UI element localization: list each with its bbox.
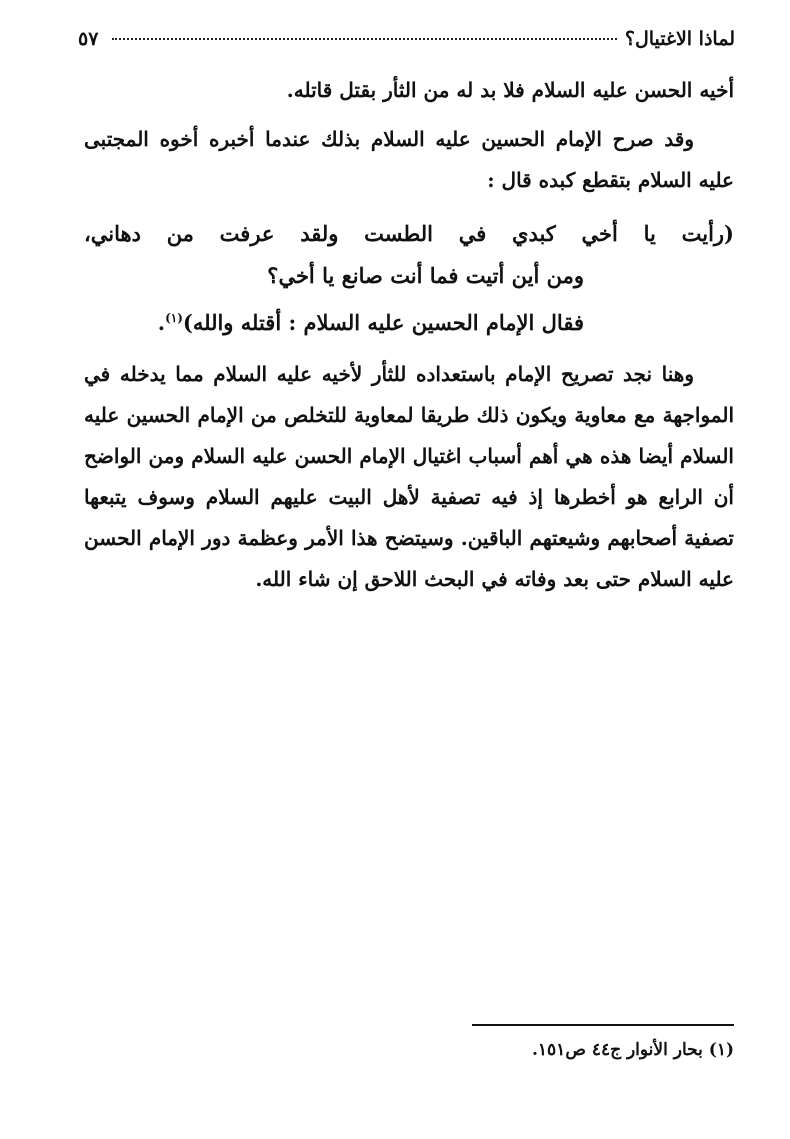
quote-line-2: ومن أين أتيت فما أنت صانع يا أخي؟ bbox=[267, 263, 584, 288]
page-number: ٥٧ bbox=[78, 28, 99, 50]
paragraph-1: أخيه الحسن عليه السلام فلا بد له من الثأر بقتل قاتله. bbox=[286, 78, 734, 102]
quote-end-mark: . bbox=[157, 310, 166, 335]
running-header bbox=[78, 28, 735, 58]
quote-line-1: (رأيت يا أخي كبدي في الطست ولقد عرفت من دهاني، bbox=[84, 221, 734, 246]
quotation-block bbox=[84, 213, 734, 344]
paragraph-3: وهنا نجد تصريح الإمام باستعداده للثأر لأخيه عليه السلام مما يدخله في المواجهة مع معاوية ويكون ذلك طريقا لمعاوية للتخلص من الإمام الحسين عليه السلام أيضا هذه هي أهم أسباب اغتيال الإمام الحسن عليه السلام ومن الواضح أن الرابع هو أخطرها إذ فيه تصفية لأهل البيت عليهم السلام وسوف يتبعها تصفية أصحابهم وشيعتهم الباقين. وسيتضح هذا الأمر وعظمة دور الإمام الحسن عليه السلام حتى بعد وفاته في البحث اللاحق إن شاء الله. bbox=[84, 362, 734, 591]
main-text bbox=[84, 70, 734, 608]
footnote-divider bbox=[472, 1024, 734, 1026]
footnote: (١) بحار الأنوار ج٤٤ ص١٥١. bbox=[532, 1040, 734, 1060]
footnote-reference[interactable]: (١) bbox=[165, 311, 183, 325]
chapter-title: لماذا الاغتيال؟ bbox=[624, 28, 735, 50]
quote-line-3 bbox=[84, 297, 734, 344]
quote-line-3-text: فقال الإمام الحسين عليه السلام : أقتله والله) bbox=[182, 310, 584, 335]
paragraph-2: وقد صرح الإمام الحسين عليه السلام بذلك عندما أخبره أخوه المجتبى عليه السلام بتقطع كبده قال : bbox=[84, 127, 734, 192]
header-dot-leader bbox=[112, 38, 617, 40]
